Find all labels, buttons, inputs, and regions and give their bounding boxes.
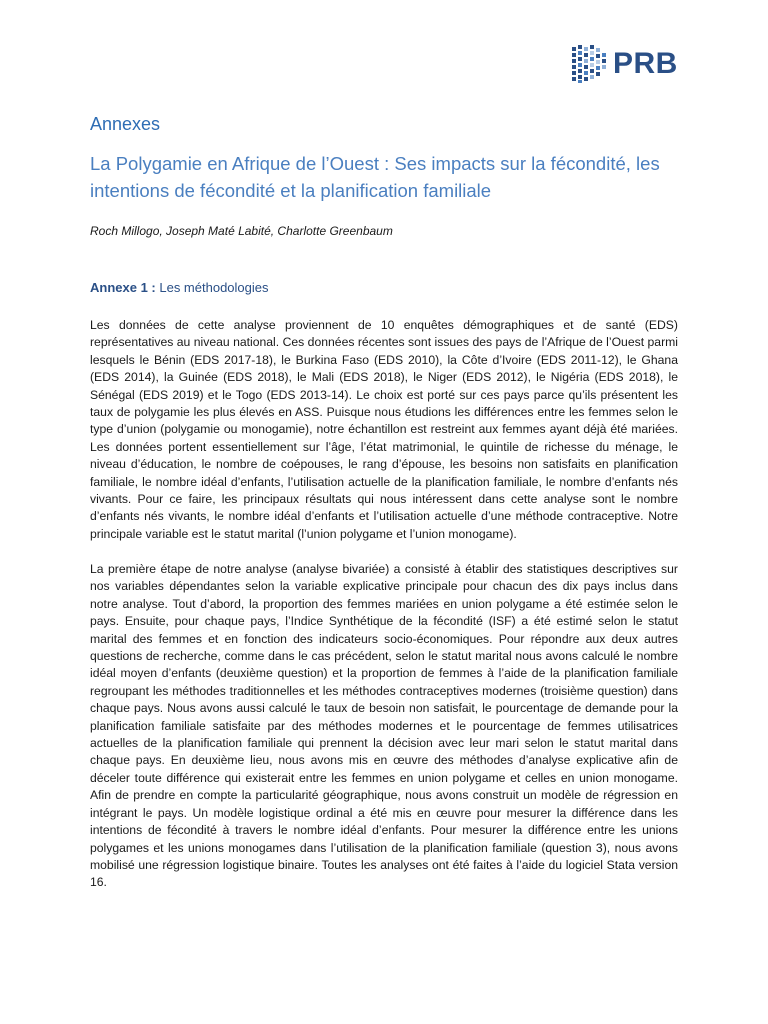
annex-1-heading — [90, 279, 269, 297]
annex-1-label: Annexe 1 : — [90, 280, 156, 295]
body-paragraph-2: La première étape de notre analyse (analyse bivariée) a consisté à établir des statistiques descriptives sur nos variables dépendantes selon la variable explicative principale pour chacun des dix pays inclus dans notre analyse. Tout d’abord, la proportion des femmes mariées en union polygame a été estimée selon le pays. Ensuite, pour chaque pays, l’Indice Synthétique de la fécondité (ISF) a été estimé selon le statut marital des femmes et en fonction des indicateurs socio-économiques. Pour répondre aux deux autres questions de recherche, comme dans le cas précédent, selon le statut marital nous avons calculé le nombre idéal moyen d’enfants (deuxième question) et la proportion de femmes à l’aide de la planification familiale regroupant les méthodes traditionnelles et les méthodes contraceptives modernes (troisième question) dans chaque pays. Nous avons aussi calculé le taux de besoin non satisfait, le pourcentage de demande pour la planification familiale satisfaite par des méthodes modernes et le pourcentage de femmes utilisatrices actuelles de la planification familiale qui prennent la décision avec leur mari selon le statut marital dans chaque pays. En deuxième lieu, nous avons mis en œuvre des méthodes d’analyse explicative afin de déceler toute différence qui existerait entre les femmes en union polygame et celles en union monogame. Afin de prendre en compte la particularité géographique, nous avons construit un modèle de régression en intégrant le pays. Un modèle logistique ordinal a été mis en œuvre pour mesurer la différence dans les intentions de fécondité à travers le nombre idéal d’enfants. Pour mesurer la différence entre les unions polygames et les unions monogames dans l’utilisation de la planification familiale (question 3), nous avons mobilisé une régression logistique binaire. Toutes les analyses ont été faites à l’aide du logiciel Stata version 16. — [90, 562, 678, 890]
body-paragraph-1: Les données de cette analyse proviennent de 10 enquêtes démographiques et de santé (EDS) représentatives au niveau national. Ces données récentes sont issues des pays de l’Afrique de l’Ouest parmi lesquels le Bénin (EDS 2017-18), le Burkina Faso (EDS 2010), la Côte d’Ivoire (EDS 2011-12), le Ghana (EDS 2014), la Guinée (EDS 2018), le Mali (EDS 2018), le Niger (EDS 2012), le Nigéria (EDS 2018), le Sénégal (EDS 2019) et le Togo (EDS 2013-14). Le choix est porté sur ces pays parce qu’ils présentent les taux de polygamie les plus élevés en ASS. Puisque nous étudions les différences entre les femmes selon le type d’union (polygamie ou monogamie), notre échantillon est restreint aux femmes ayant déjà été mariées. Les données portent essentiellement sur l’âge, l’état matrimonial, le quintile de richesse du ménage, le niveau d’éducation, le nombre de coépouses, le rang d’épouse, les besoins non satisfaits en planification familiale, le nombre idéal d’enfants, l’utilisation actuelle de la planification familiale, le nombre d’enfants nés vivants. Pour ce faire, les principaux résultats qui nous intéressent dans cette analyse sont le nombre d’enfants nés vivants, le nombre idéal d’enfants et l’utilisation actuelle d’une méthode contraceptive. Notre principale variable est le statut marital (l’union polygame et l’union monogame). — [90, 318, 678, 541]
prb-logo — [571, 44, 678, 84]
document-title: La Polygamie en Afrique de l’Ouest : Ses impacts sur la fécondité, les intentions de fécondité et la planification familiale — [90, 153, 660, 201]
prb-globe-icon — [571, 44, 607, 84]
authors-line: Roch Millogo, Joseph Maté Labité, Charlotte Greenbaum — [90, 224, 393, 238]
annexes-heading: Annexes — [90, 114, 161, 134]
logo-text: PRB — [613, 47, 678, 80]
annex-1-subtitle: Les méthodologies — [155, 280, 269, 295]
